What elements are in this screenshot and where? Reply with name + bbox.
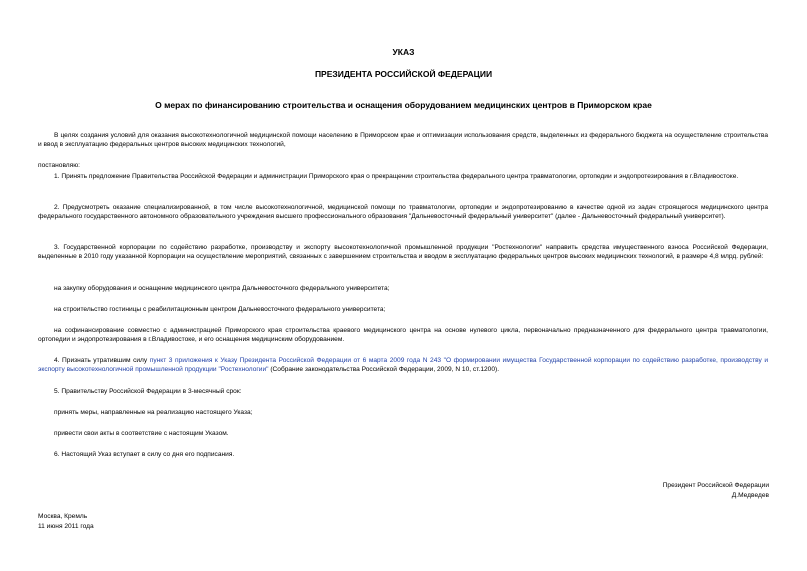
paragraph-4-prefix: 4. Признать утратившим силу [54,357,148,364]
paragraph-6: 6. Настоящий Указ вступает в силу со дня его подписания. [54,451,235,458]
paragraph-3: 3. Государственной корпорации по содействию разработке, производству и экспорту высокотехнологичной промышленной продукции "Ростехнологии" направить средства имущественного взноса Российской Федерации, выделенные в 2010 году указанной Корпорации на осуществление мероприятий, связанных с завершением строительства и вводом в эксплуатацию федеральных центров высоких медицинских технологий, в размере 4,8 млрд. рублей: [38,244,768,261]
signature-name: Д.Медведев [731,492,769,499]
signing-date: 11 июня 2011 года [38,523,94,530]
paragraph-5a: принять меры, направленные на реализацию настоящего Указа; [54,409,253,416]
paragraph-3c: на софинансирование совместно с администрацией Приморского края строительства краевого медицинского центра на основе нулевого цикла, первоначально предназначенного для федерального центра травматологии, ортопедии и эндопротезирования в г.Владивостоке, и его оснащения медицинским оборудованием. [38,327,768,344]
paragraph-1: 1. Принять предложение Правительства Российской Федерации и администрации Приморского края о прекращении строительства федерального центра травматологии, ортопедии и эндопротезирования в г.Владивостоке. [54,173,739,180]
doc-type-heading: УКАЗ [392,47,415,57]
signing-place: Москва, Кремль [38,513,88,520]
paragraph-2: 2. Предусмотреть оказание специализированной, в том числе высокотехнологичной, медицинской помощи по травматологии, ортопедии и эндопротезированию в качестве одной из задач строящегося медицинского центра федерального государственного автономного образовательного учреждения высшего профессионального образования "Дальневосточный федеральный университет" (далее - Дальневосточный федеральный университет). [38,204,768,221]
paragraph-5: 5. Правительству Российской Федерации в 3-месячный срок: [54,388,242,395]
decree-243-link[interactable]: пункт 3 приложения к Указу Президента Российской Федерации от 6 марта 2009 года N 243 "О формировании имущества Государственной корпорации по содействию разработке, производству и экспорту высокотехнологичной промышленной продукции "Ростехнологии" [38,357,768,374]
preamble-paragraph: В целях создания условий для оказания высокотехнологичной медицинской помощи населению в Приморском крае и оптимизации использования средств, выделенных из федерального бюджета на осуществление строительства и ввод в эксплуатацию федеральных центров высоких медицинских технологий, [38,132,768,149]
issuer-heading: ПРЕЗИДЕНТА РОССИЙСКОЙ ФЕДЕРАЦИИ [314,69,493,79]
signature-position: Президент Российской Федерации [662,482,769,489]
resolve-paragraph: постановляю: [38,162,81,169]
paragraph-4 [38,356,768,375]
paragraph-3b: на строительство гостиницы с реабилитационным центром Дальневосточного федерального университета; [54,306,386,313]
paragraph-3a: на закупку оборудования и оснащение медицинского центра Дальневосточного федерального университета; [54,285,390,292]
subject-heading: О мерах по финансированию строительства и оснащения оборудованием медицинских центров в Приморском крае [155,100,652,110]
paragraph-4-suffix: (Собрание законодательства Российской Федерации, 2009, N 10, ст.1200). [268,366,500,374]
paragraph-5b: привести свои акты в соответствие с настоящим Указом. [54,430,229,437]
